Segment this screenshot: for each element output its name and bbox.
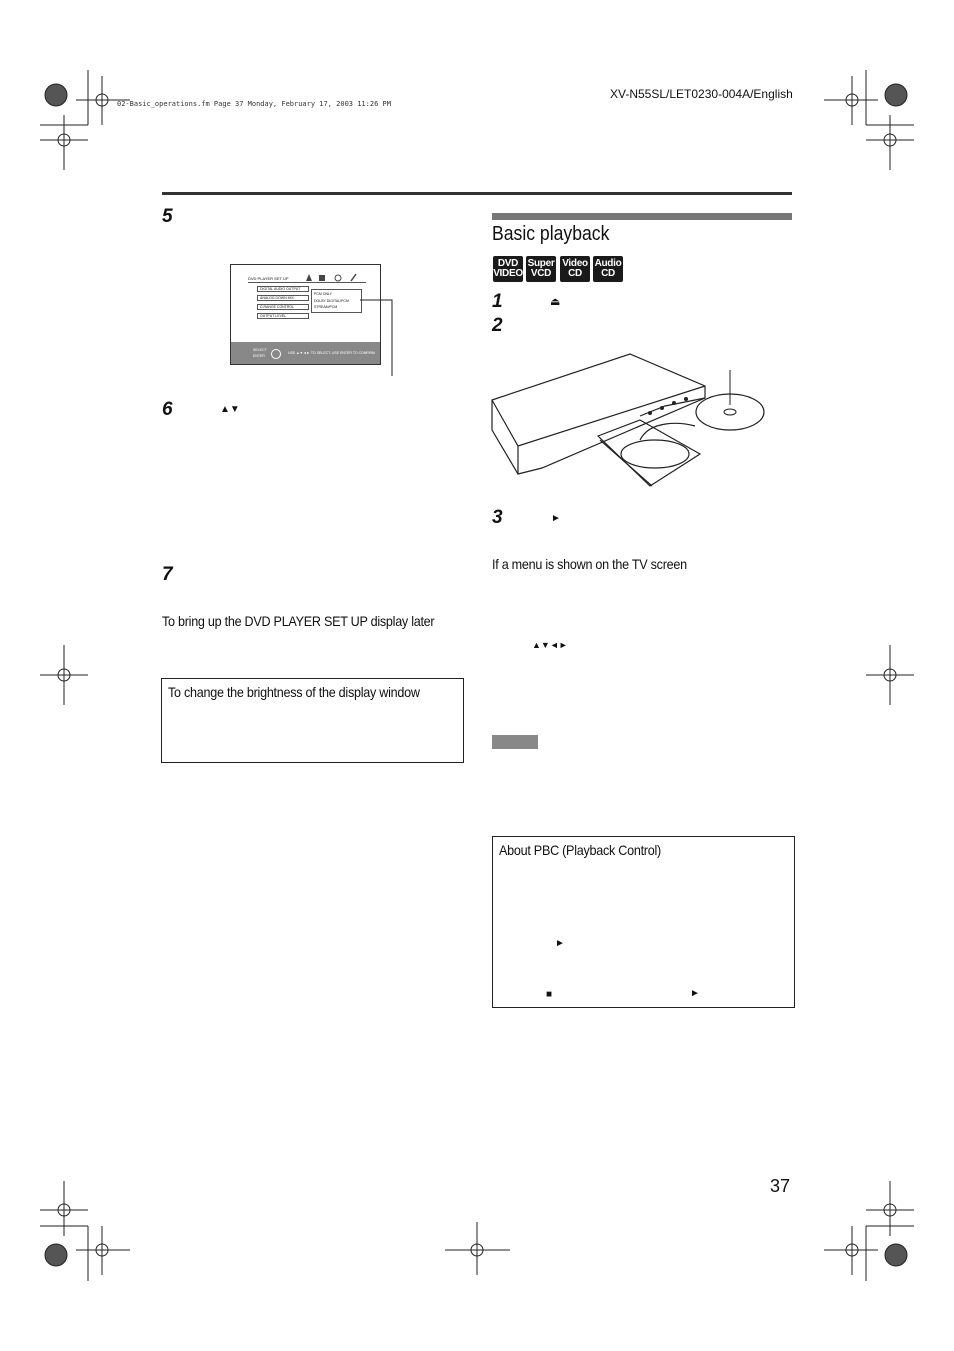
osd-callout-line — [360, 290, 400, 380]
section-title: Basic playback — [492, 223, 610, 245]
up-down-arrows-icon: ▲▼ — [220, 404, 240, 415]
header-rule — [162, 192, 792, 195]
osd-option: DOLBY DIGITAL/PCM — [314, 299, 349, 303]
osd-dpad-icon — [271, 349, 281, 359]
step-7-number: 7 — [162, 564, 173, 585]
osd-menu-icons — [303, 272, 363, 282]
osd-item-analog-down-mix: ANALOG DOWN MIX — [257, 295, 309, 301]
osd-item-digital-audio-output: DIGITAL AUDIO OUTPUT — [257, 286, 309, 292]
osd-footer-select: SELECT — [253, 348, 267, 352]
note-label-bar — [492, 735, 538, 749]
page-number: 37 — [770, 1176, 791, 1196]
pbc-play-icon: ► — [555, 938, 565, 949]
osd-title: DVD PLAYER SET UP — [248, 276, 289, 281]
osd-options-box — [311, 289, 362, 313]
dvd-video-badge: DVD VIDEO — [493, 256, 523, 282]
step-2-number: 2 — [492, 315, 503, 336]
super-vcd-badge: Super VCD — [526, 256, 556, 282]
brightness-box-title: To change the brightness of the display window — [168, 684, 420, 700]
dvd-setup-screen-illustration — [230, 264, 381, 365]
osd-item-output-level: OUTPUT LEVEL — [257, 313, 309, 319]
model-code: XV-N55SL/LET0230-004A/English — [610, 87, 793, 101]
osd-footer-hint: USE ▲▼◄► TO SELECT, USE ENTER TO CONFIRM — [288, 351, 375, 355]
dvd-setup-later-heading: To bring up the DVD PLAYER SET UP display later — [162, 613, 435, 629]
audio-cd-badge: Audio CD — [593, 256, 623, 282]
osd-footer-bar — [231, 342, 380, 364]
eject-icon: ⏏ — [550, 296, 561, 308]
section-bar — [492, 213, 792, 220]
brightness-info-box — [161, 678, 464, 763]
step-5-number: 5 — [162, 206, 173, 227]
cursor-arrows-icon: ▲▼◄► — [532, 640, 568, 650]
file-stamp: 02-Basic_operations.fm Page 37 Monday, February 17, 2003 11:26 PM — [117, 100, 391, 108]
osd-title-rule — [248, 282, 366, 283]
video-cd-badge: Video CD — [560, 256, 590, 282]
pbc-stop-icon: ■ — [546, 989, 553, 1000]
osd-footer-enter: ENTER — [253, 354, 265, 358]
step-3-number: 3 — [492, 507, 503, 528]
play-icon: ► — [551, 513, 561, 524]
osd-option: STREAM/PCM — [314, 305, 338, 309]
osd-item-d-range-control: D.RANGE CONTROL — [257, 304, 309, 310]
step-1-number: 1 — [492, 291, 503, 312]
osd-option: PCM ONLY — [314, 292, 333, 296]
menu-on-tv-heading: If a menu is shown on the TV screen — [492, 556, 687, 572]
step-6-number: 6 — [162, 399, 173, 420]
pbc-box-title: About PBC (Playback Control) — [499, 842, 661, 858]
pbc-play-icon-2: ► — [690, 988, 700, 999]
pbc-info-box — [492, 836, 795, 1008]
dvd-player-illustration — [490, 350, 775, 495]
